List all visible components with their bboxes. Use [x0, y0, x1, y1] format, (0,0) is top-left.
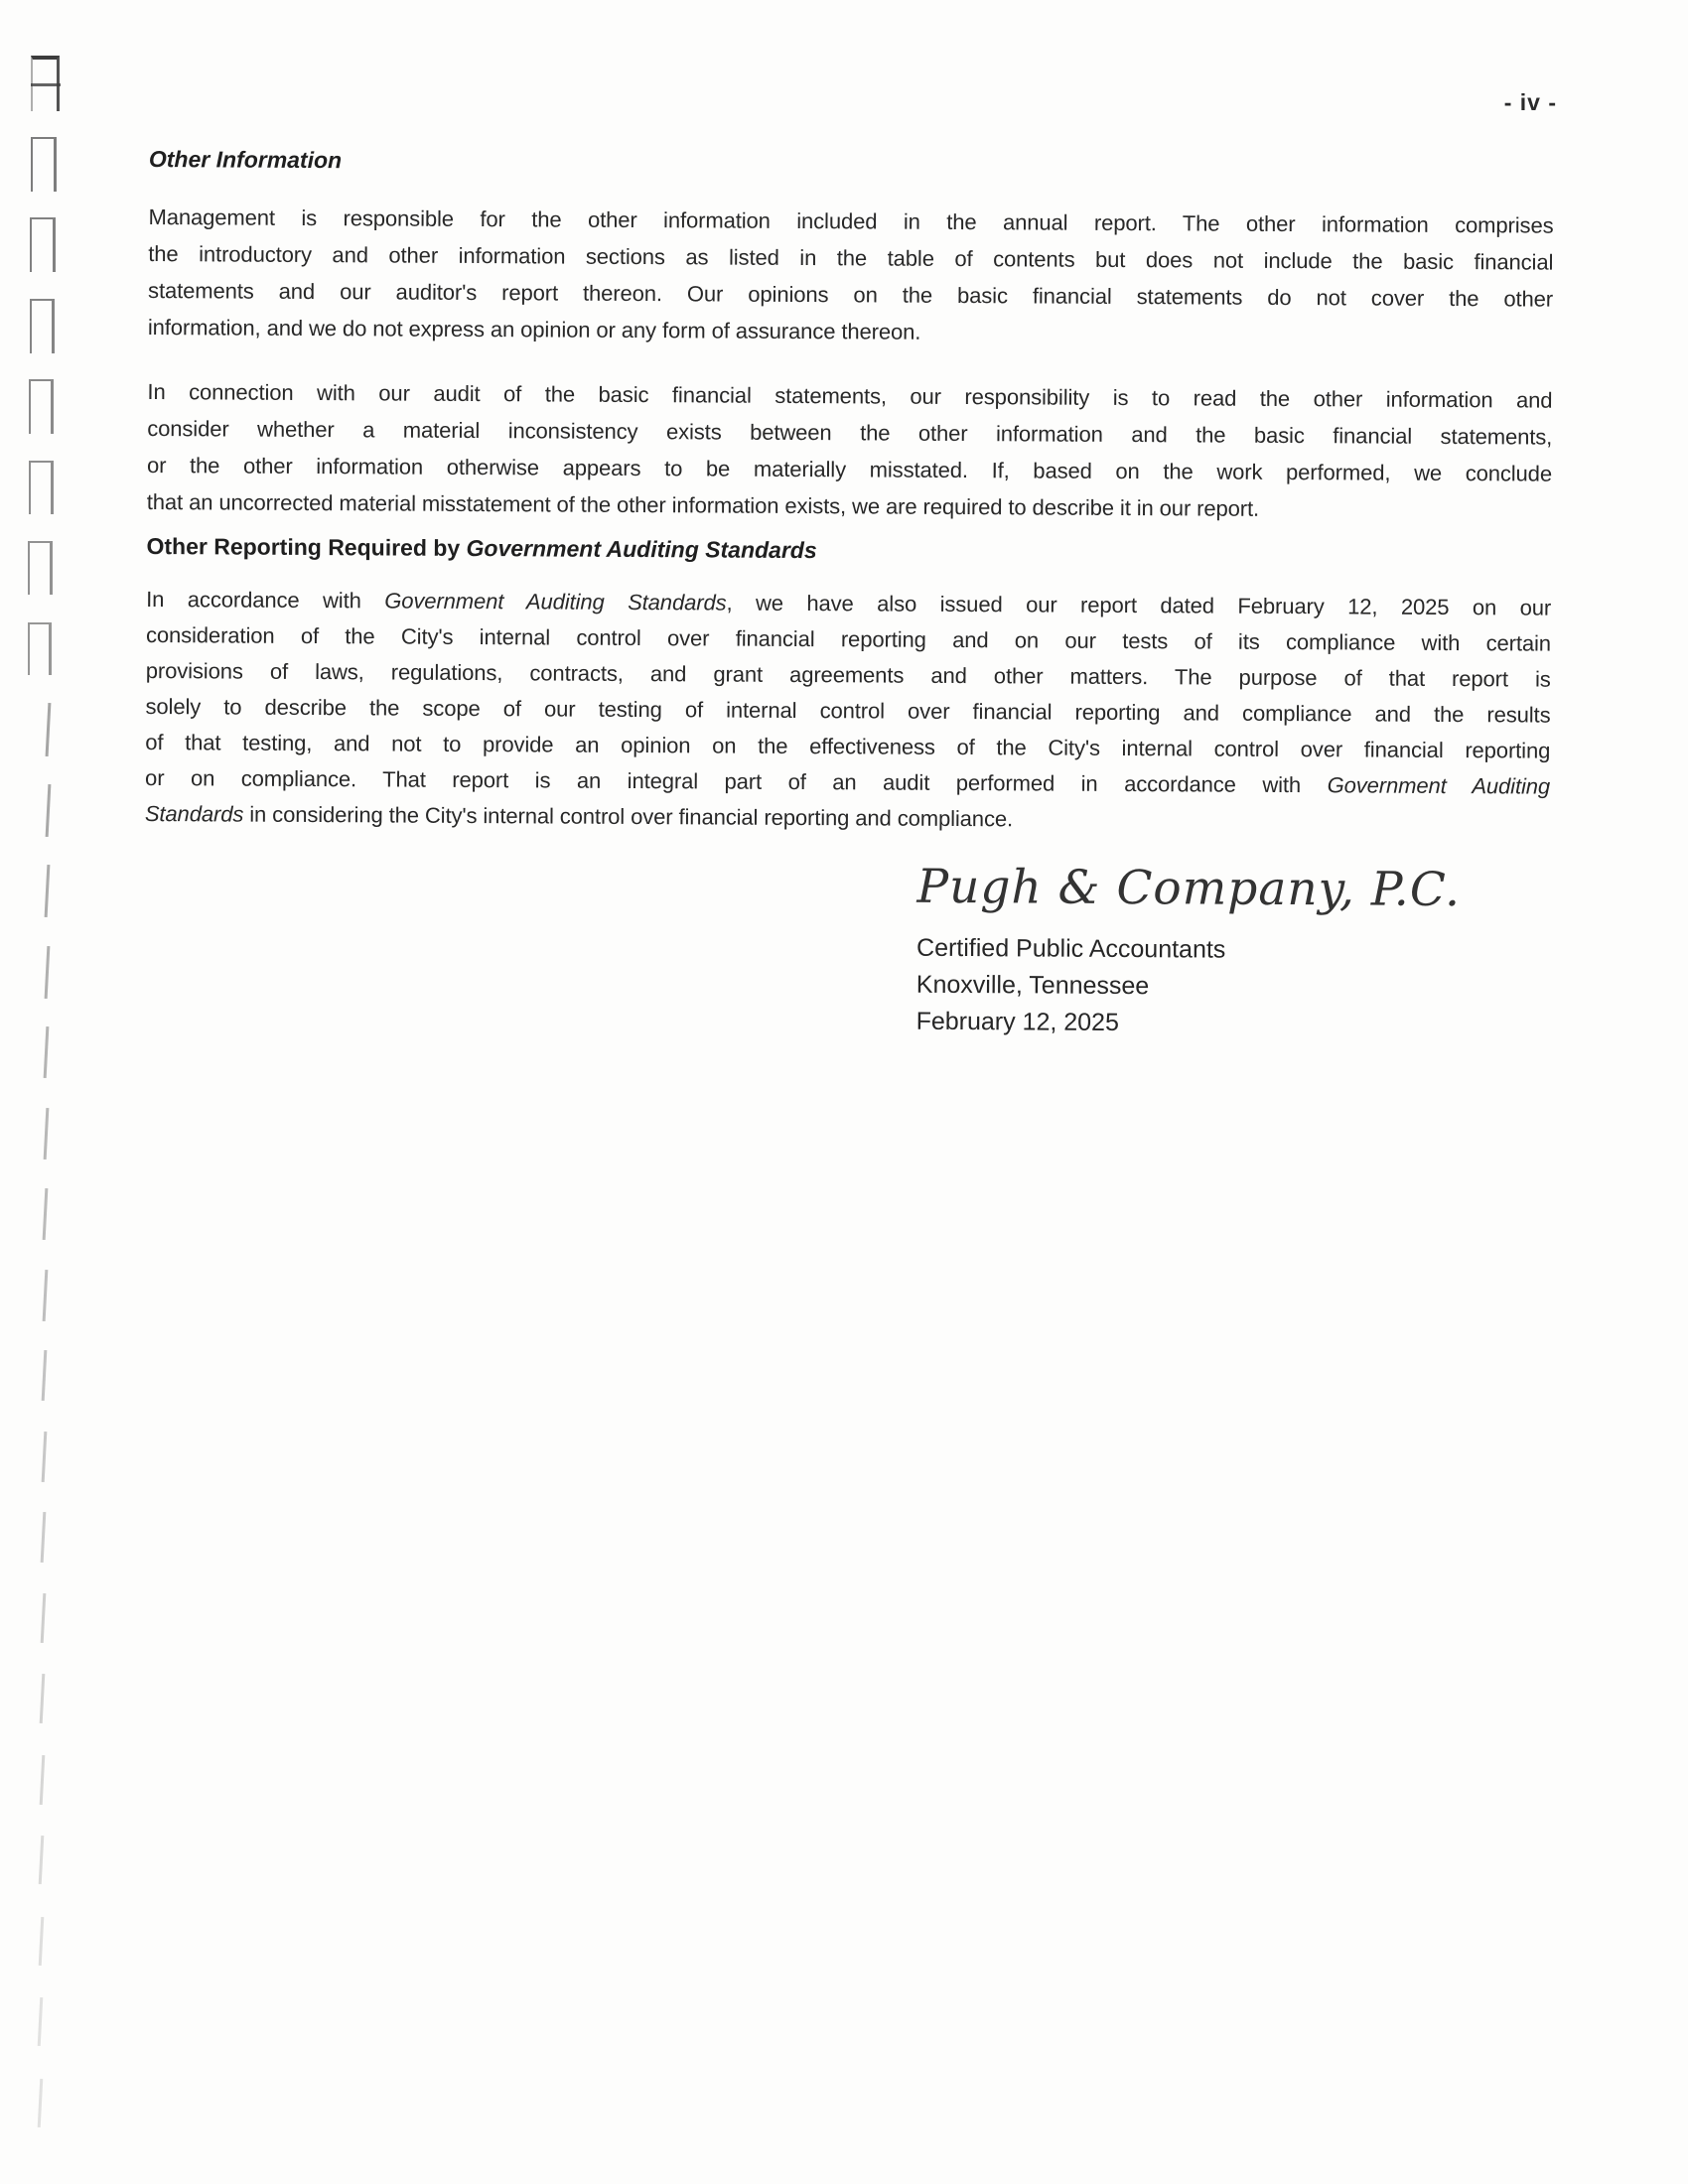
text-run: Other Reporting Required by [146, 532, 467, 561]
italic-text-run: Government Auditing Standards [384, 588, 727, 615]
signature-lines [916, 930, 1550, 1044]
text-run: In connection with our audit of the basic financial statements, our responsibility is to read the other information and [147, 378, 1553, 413]
binding-mark [40, 1674, 46, 1723]
binding-mark [28, 622, 52, 676]
text-run: provisions of laws, regulations, contracts, and grant agreements and other matters. The purpose of that report is [145, 657, 1551, 692]
binding-mark [38, 1916, 44, 1965]
text-run: consider whether a material inconsistency exists between the other information and the basic financial statements, [147, 415, 1553, 450]
binding-mark [37, 2078, 43, 2126]
binding-mark [43, 1188, 49, 1240]
italic-text-run: Standards [144, 800, 244, 827]
binding-mark [44, 1026, 50, 1078]
binding-mark [44, 945, 50, 998]
signature-date: February 12, 2025 [915, 1007, 1120, 1036]
binding-mark [30, 217, 56, 272]
binding-mark [29, 379, 54, 434]
text-run: that an uncorrected material misstatement of the other information exists, we are required to describe it in our report. [146, 488, 1260, 521]
binding-mark [29, 461, 54, 515]
signature-firm-title: Certified Public Accountants [915, 933, 1226, 964]
italic-text-run: Government Auditing [1327, 772, 1551, 799]
text-run: of that testing, and not to provide an opinion on the effectiveness of the City's internal control over financial reporting [145, 729, 1551, 763]
page-number: - iv - [1503, 89, 1557, 115]
binding-mark [42, 1269, 48, 1320]
signature-block [916, 857, 1550, 1044]
document-content [144, 145, 1554, 1044]
binding-mark [45, 783, 51, 836]
binding-mark [39, 1836, 45, 1884]
signature-script: Pugh & Company, P.C. [916, 859, 1462, 918]
binding-mark [40, 1592, 46, 1642]
binding-mark [43, 1107, 49, 1159]
binding-mark-crossbar [31, 83, 61, 86]
binding-mark [28, 541, 53, 595]
paragraph-other-reporting [145, 582, 1552, 841]
text-run: the introductory and other information sections as listed in the table of contents but does not include the basic financial [148, 240, 1554, 275]
binding-mark [46, 703, 52, 756]
heading-other-information: Other Information [148, 145, 343, 174]
paragraph-other-information-2 [147, 373, 1553, 529]
text-run: in considering the City's internal control over financial reporting and compliance. [243, 801, 1014, 832]
heading-other-reporting [146, 532, 1551, 569]
text-run: In accordance with [146, 586, 385, 614]
binding-mark [41, 1431, 47, 1481]
paragraph-other-information-1 [148, 199, 1554, 354]
text-run: or on compliance. That report is an integral part of an audit performed in accordance with [145, 764, 1328, 798]
binding-marks [0, 0, 89, 2184]
binding-mark [45, 865, 51, 917]
text-run: Management is responsible for the other information included in the annual report. The other information comprises [148, 204, 1554, 238]
binding-mark [41, 1512, 47, 1563]
text-run: , we have also issued our report dated February 12, 2025 on our [726, 590, 1552, 620]
signature-location: Knoxville, Tennessee [915, 970, 1150, 1001]
binding-mark [39, 1754, 45, 1804]
italic-text-run: Government Auditing Standards [466, 534, 817, 564]
binding-mark [30, 299, 56, 353]
text-run: consideration of the City's internal control over financial reporting and on our tests of its compliance with certain [145, 621, 1552, 656]
binding-mark [31, 56, 60, 111]
binding-mark [42, 1350, 48, 1401]
binding-mark [38, 1997, 44, 2046]
text-run: statements and our auditor's report thereon. Our opinions on the basic financial statements do not cover the other [148, 277, 1554, 312]
text-run: solely to describe the scope of our testing of internal control over financial reporting and compliance and the results [145, 693, 1551, 728]
binding-mark [31, 137, 58, 193]
text-run: or the other information otherwise appears to be materially misstated. If, based on the work performed, we conclude [146, 452, 1553, 486]
text-run: information, and we do not express an opinion or any form of assurance thereon. [147, 314, 921, 344]
